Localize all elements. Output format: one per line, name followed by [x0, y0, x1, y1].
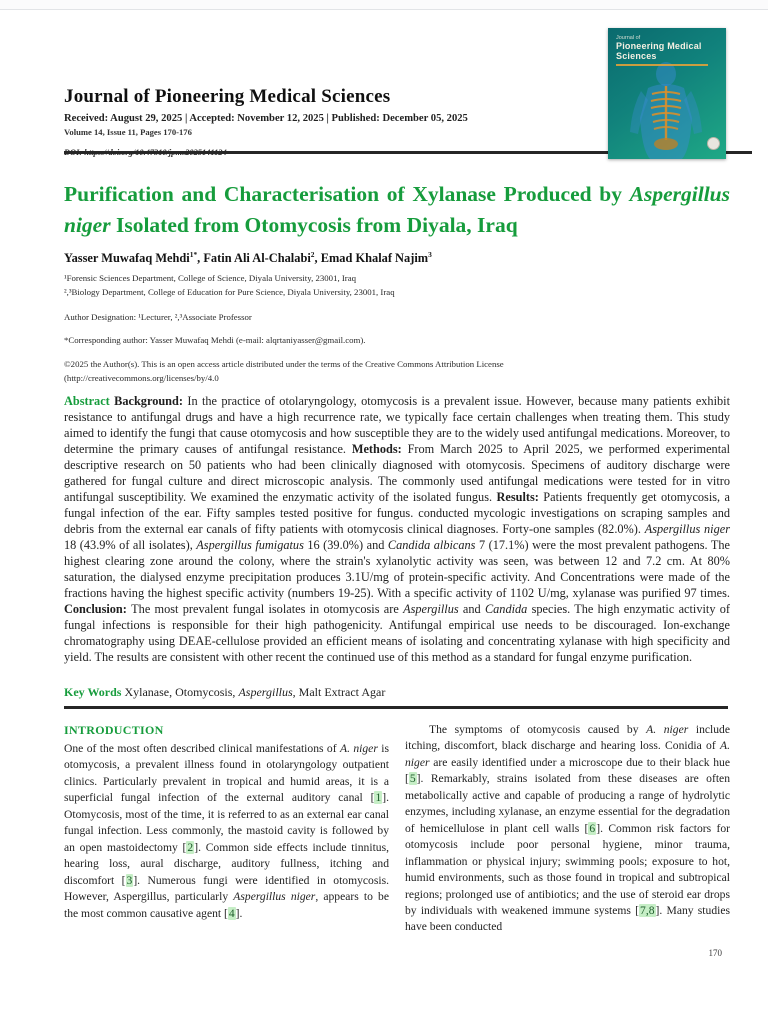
citation-link[interactable]: 6	[589, 821, 596, 835]
citation-link[interactable]: 5	[409, 772, 416, 786]
abstract-paragraph: Abstract Background: In the practice of otolaryngology, otomycosis is a prevalent issue. However, because many patients exhibit resistance to antifungal drugs and have a high recurrence rate, we typically face certain challenges when treating them. This study aimed to identify the fungi that cause otomycosis and how susceptible they are to the widely used antifungal medications. Moreover, to determine the primary causes of antifungal resistance. Methods: From March 2025 to April 2025, we performed experimental descriptive research on 50 patients who had been clinically diagnosed with otomycosis. Specimens of auditory discharge were gathered for fungal culture and direct microscopic analysis. The commonly used antifungal medications were tested for in vitro antifungal susceptibility. We examined the enzymatic activity of the isolated fungus. Results: Patients frequently get otomycosis, a fungal infection of the ear. Fifty samples tested positive for fungus. conducted mycologic investigations on scraping samples and debris from the external ear canals of fifty patients with otomycosis clinical diagnoses. Forty-one samples (82.0%). Aspergillus niger 18 (43.9% of all isolates), Aspergillus fumigatus 16 (39.0%) and Candida albicans 7 (17.1%) were the most prevalent pathogens. The highest clearing zone around the colony, where the strain's xylanolytic activity was seen, was between 12 and 7.2 cm. At 80% saturation, the dialysed enzyme precipitation produces 3.1U/mg of protein-specific activity. And Concentrations were made of the fractions having the highest specific activity (numbers 19-25). With a specific activity of 1102 U/mg, xylanase was purified 97 times. Conclusion: The most prevalent fungal isolates in otomycosis are Aspergillus and Candida species. The high enzymatic activity of fungal infections is responsible for their high pathogenicity. Antifungal empirical use needs to be discouraged. Ion-exchange chromatography using DEAE-cellulose provided an efficient means of isolating and concentrating xylanase with high specificity and yield. The results are consistent with other recent the continued use of this method as a standard for fungal enzyme purification.	[64, 394, 731, 664]
page-number: 170	[708, 948, 722, 958]
journal-header	[64, 86, 599, 157]
cover-accent-bar	[616, 64, 708, 66]
journal-cover-thumbnail	[608, 28, 726, 159]
article-dates-line: Received: August 29, 2025 | Accepted: November 12, 2025 | Published: December 05, 2025	[64, 113, 468, 124]
journal-title: Journal of Pioneering Medical Sciences	[64, 86, 391, 107]
affiliation-1: ¹Forensic Sciences Department, College of Science, Diyala University, 23001, Iraq	[64, 273, 357, 284]
corresponding-author-line: *Corresponding author: Yasser Muwafaq Mehdi (e-mail: alqrtaniyasser@gmail.com).	[64, 335, 366, 346]
license-line: ©2025 the Author(s). This is an open access article distributed under the terms of the Creative Commons Attribution License (http://creativecommons.org/licenses/by/4.0	[64, 359, 504, 383]
introduction-heading: INTRODUCTION	[64, 723, 164, 737]
authors-block	[64, 250, 730, 386]
cover-title-main: Pioneering Medical	[616, 41, 702, 51]
citation-link[interactable]: 7,8	[640, 903, 655, 917]
citation-link[interactable]: 1	[375, 791, 382, 805]
intro-column-right	[405, 722, 730, 936]
citation-link[interactable]: 3	[126, 873, 133, 887]
cover-badge-icon	[707, 137, 720, 150]
affiliations	[64, 271, 730, 299]
section-divider	[64, 706, 728, 709]
intro-paragraph-left: One of the most often described clinical manifestations of A. niger is otomycosis, a prevalent illness found in otolaryngology outpatient clinics. Particularly prevalent in tropical and humid areas, it is a superficial fungal infection of the external auditory canal [1]. Otomycosis, most of the time, it is referred to as an external ear canal fungal infection. Less commonly, the mastoid cavity is followed by an open mastoidectomy [2]. Common side effects include tinnitus, hearing loss, aural discharge, auditory fullness, itching and discomfort [3]. Numerous fungi were identified in otomycosis. However, Aspergillus, particularly Aspergillus niger, appears to be the most common causative agent [4].	[64, 742, 390, 920]
cover-title-text	[616, 35, 720, 66]
volume-issue-line: Volume 14, Issue 11, Pages 170-176	[64, 127, 192, 137]
authors-line: Yasser Muwafaq Mehdi$^{1*}$, Fatin Ali Al-Chalabi$^2$, Emad Khalaf Najim$^3$	[64, 250, 432, 266]
intro-paragraph-right: The symptoms of otomycosis caused by A. niger include itching, discomfort, black discharge and hearing loss. Conidia of A. niger are easily identified under a microscope due to their black hue [5]. Remarkably, strains isolated from these diseases are often metabolically active and capable of producing a range of hydrolytic enzymes, including xylanase, an enzyme essential for the degradation of hemicellulose in plant cell walls [6]. Common risk factors for otomycosis include poor personal hygiene, minor trauma, inflammation or physical injury; swimming pools; exposure to hot, humid environments, such as those found in tropical and subtropical regions; prolonged use of antibiotics; and the use of steroid ear drops by individuals with weakened immune systems [7,8]. Many studies have been conducted	[405, 723, 731, 934]
page-top-edge	[0, 0, 768, 10]
affiliation-2: ²,³Biology Department, College of Education for Pure Science, Diyala University, 23001, Iraq	[64, 287, 395, 298]
keywords-line: Key Words Xylanase, Otomycosis, Aspergillus, Malt Extract Agar	[64, 685, 386, 699]
citation-link[interactable]: 4	[228, 906, 235, 920]
introduction-section	[64, 722, 730, 936]
intro-column-left	[64, 722, 389, 936]
citation-link[interactable]: 2	[187, 840, 194, 854]
cover-title-journal-of: Journal of	[616, 35, 641, 41]
cover-title-last: Sciences	[616, 51, 657, 62]
author-designation-line: Author Designation: ¹Lecturer, ²,³Associate Professor	[64, 312, 252, 323]
article-title: Purification and Characterisation of Xylanase Produced by Aspergillus niger Isolated from Otomycosis from Diyala, Iraq	[64, 182, 730, 237]
